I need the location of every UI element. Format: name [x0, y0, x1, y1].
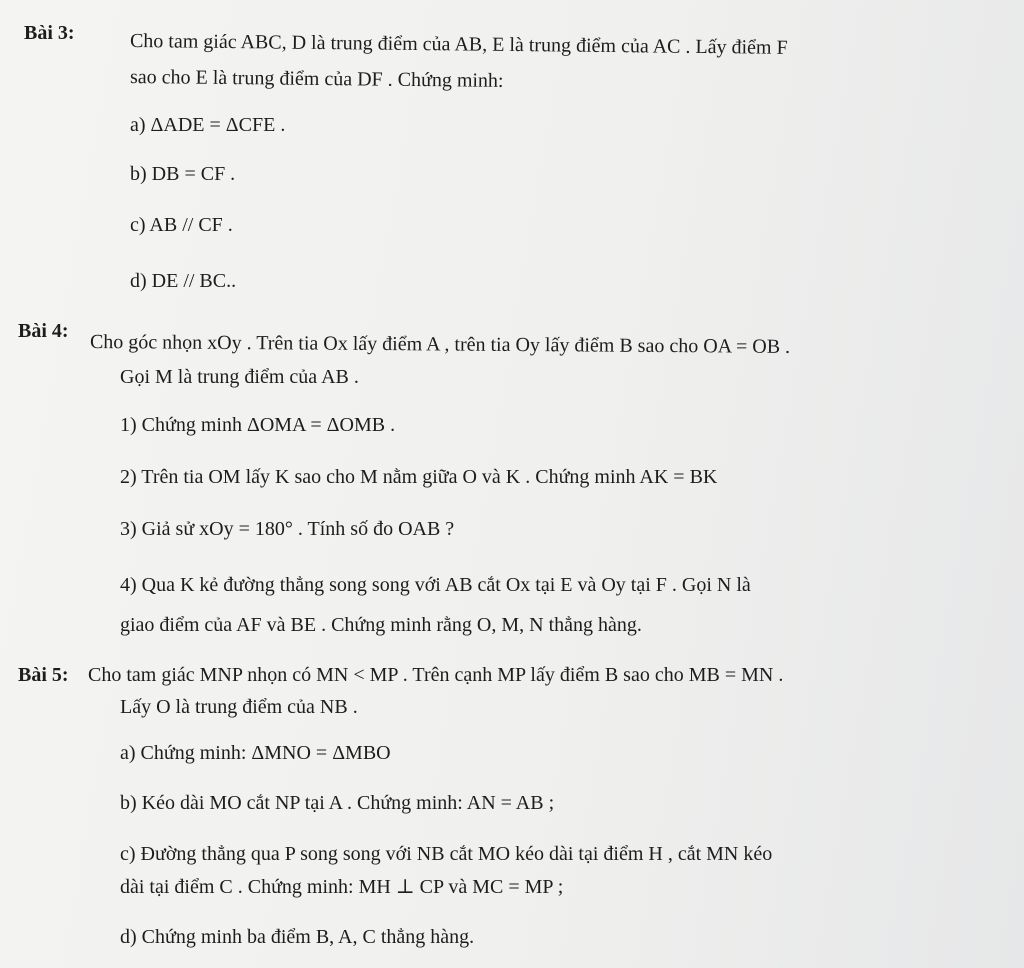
- bai3-item-c: c) AB // CF .: [130, 214, 233, 236]
- bai4-intro-line1: Cho góc nhọn xOy . Trên tia Ox lấy điểm A , trên tia Oy lấy điểm B sao cho OA = OB .: [89, 331, 791, 358]
- bai3-item-b: b) DB = CF .: [130, 163, 236, 185]
- bai5-item-d: d) Chứng minh ba điểm B, A, C thẳng hàng.: [120, 926, 475, 948]
- bai3-intro-line1: Cho tam giác ABC, D là trung điểm của AB, E là trung điểm của AC . Lấy điểm F: [129, 30, 788, 59]
- bai4-item-4-line2: giao điểm của AF và BE . Chứng minh rằng O, M, N thẳng hàng.: [120, 614, 642, 636]
- bai5-title: Bài 5:: [18, 664, 69, 686]
- bai4-item-4-line1: 4) Qua K kẻ đường thẳng song song với AB cắt Ox tại E và Oy tại F . Gọi N là: [120, 574, 751, 596]
- bai4-item-3: 3) Giả sử xOy = 180° . Tính số đo OAB ?: [120, 518, 455, 540]
- bai5-item-a: a) Chứng minh: ΔMNO = ΔMBO: [120, 742, 391, 764]
- bai5-intro-line2: Lấy O là trung điểm của NB .: [120, 696, 358, 718]
- bai3-item-d: d) DE // BC..: [130, 270, 237, 292]
- bai5-item-b: b) Kéo dài MO cắt NP tại A . Chứng minh: AN = AB ;: [120, 792, 555, 814]
- bai5-item-c-line2: dài tại điểm C . Chứng minh: MH ⊥ CP và MC = MP ;: [120, 876, 564, 898]
- bai5-intro-line1: Cho tam giác MNP nhọn có MN < MP . Trên cạnh MP lấy điểm B sao cho MB = MN .: [88, 664, 784, 686]
- bai4-intro-line2: Gọi M là trung điểm của AB .: [120, 366, 359, 388]
- bai4-title: Bài 4:: [18, 320, 69, 342]
- bai3-intro-line2: sao cho E là trung điểm của DF . Chứng minh:: [129, 66, 504, 92]
- bai4-item-2: 2) Trên tia OM lấy K sao cho M nằm giữa O và K . Chứng minh AK = BK: [120, 466, 718, 488]
- bai3-title: Bài 3:: [24, 22, 75, 44]
- bai3-item-a: a) ΔADE = ΔCFE .: [130, 114, 286, 136]
- bai4-item-1: 1) Chứng minh ΔOMA = ΔOMB .: [120, 414, 396, 436]
- bai5-item-c-line1: c) Đường thẳng qua P song song với NB cắt MO kéo dài tại điểm H , cắt MN kéo: [120, 843, 773, 865]
